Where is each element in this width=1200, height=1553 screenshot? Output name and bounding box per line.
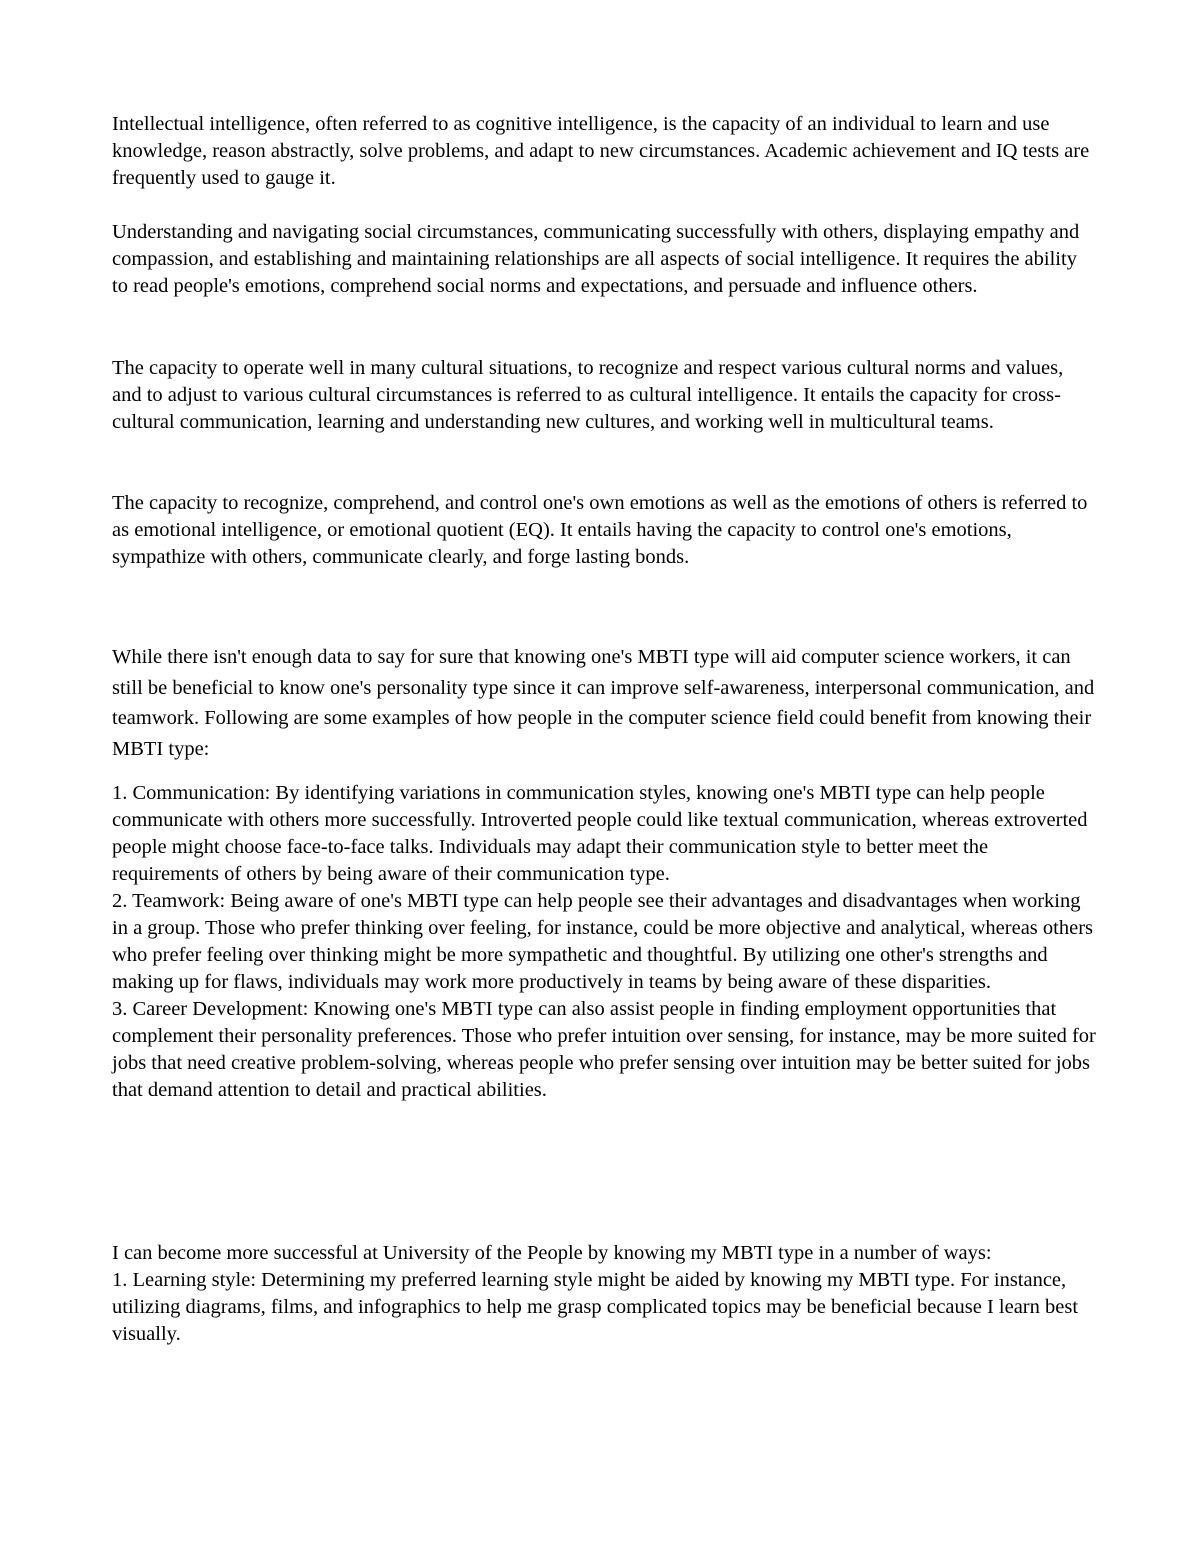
paragraph-cultural-intelligence: [112, 355, 1097, 436]
list-item-learning-style: 1. Learning style: Determining my preferred learning style might be aided by knowing my MBTI type. For instance, utilizing diagrams, films, and infographics to help me grasp complicated topics may be beneficial because I learn best visually.: [112, 1269, 1079, 1345]
paragraph-social-intelligence: [112, 219, 1097, 300]
mbti-benefits-list: [112, 780, 1097, 1104]
paragraph-text: Intellectual intelligence, often referred to as cognitive intelligence, is the capacity of an individual to learn and use knowledge, reason abstractly, solve problems, and adapt to new circumstances. Academic achievement and IQ tests are frequently used to gauge it.: [112, 113, 1090, 189]
list-item-career-development: 3. Career Development: Knowing one's MBTI type can also assist people in finding employment opportunities that complement their personality preferences. Those who prefer intuition over sensing, for instance, may be more suited for jobs that need creative problem-solving, whereas people who prefer sensing over intuition may be better suited for jobs that demand attention to detail and practical abilities.: [112, 998, 1096, 1101]
paragraph-text: Understanding and navigating social circumstances, communicating successfully with others, displaying empathy and compassion, and establishing and maintaining relationships are all aspects of social intelligence. It requires the ability to read people's emotions, comprehend social norms and expectations, and persuade and influence others.: [112, 221, 1080, 297]
list-item-teamwork: 2. Teamwork: Being aware of one's MBTI type can help people see their advantages and disadvantages when working in a group. Those who prefer thinking over feeling, for instance, could be more objective and analytical, whereas others who prefer feeling over thinking might be more sympathetic and thoughtful. By utilizing one other's strengths and making up for flaws, individuals may work more productively in teams by being aware of these disparities.: [112, 890, 1094, 993]
uop-intro-text: I can become more successful at University of the People by knowing my MBTI type in a number of ways:: [112, 1242, 992, 1264]
list-item-communication: 1. Communication: By identifying variations in communication styles, knowing one's MBTI type can help people communicate with others more successfully. Introverted people could like textual communication, whereas extroverted people might choose face-to-face talks. Individuals may adapt their communication style to better meet the requirements of others by being aware of their communication type.: [112, 782, 1088, 885]
paragraph-emotional-intelligence: [112, 490, 1097, 571]
paragraph-text: The capacity to recognize, comprehend, and control one's own emotions as well as the emotions of others is referred to as emotional intelligence, or emotional quotient (EQ). It entails having the capacity to control one's emotions, sympathize with others, communicate clearly, and forge lasting bonds.: [112, 492, 1088, 568]
paragraph-text: While there isn't enough data to say for sure that knowing one's MBTI type will aid computer science workers, it can still be beneficial to know one's personality type since it can improve self-awareness, interpersonal communication, and teamwork. Following are some examples of how people in the computer science field could benefit from knowing their MBTI type:: [112, 646, 1095, 760]
paragraph-text: The capacity to operate well in many cultural situations, to recognize and respect various cultural norms and values, and to adjust to various cultural circumstances is referred to as cultural intelligence. It entails the capacity for cross-cultural communication, learning and understanding new cultures, and working well in multicultural teams.: [112, 357, 1064, 433]
paragraph-mbti-intro: [112, 642, 1097, 764]
paragraph-intellectual-intelligence: [112, 111, 1097, 192]
uop-section: [112, 1240, 1097, 1348]
